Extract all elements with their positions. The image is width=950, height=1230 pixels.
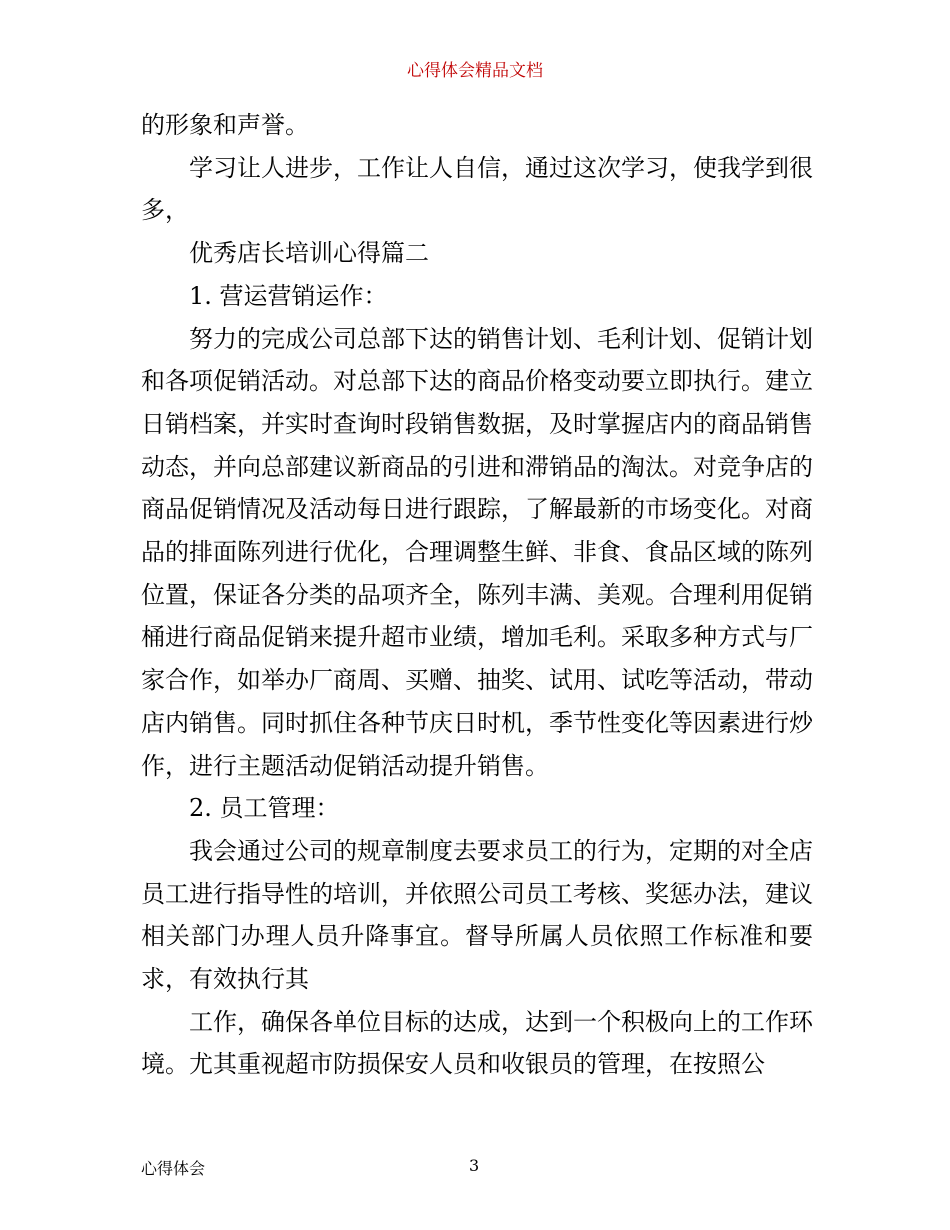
subsection-heading: 1. 营运营销运作： [189, 281, 388, 310]
document-header-title: 心得体会精品文档 [407, 61, 543, 81]
paragraph: 我会通过公司的规章制度去要求员工的行为，定期的对全店员工进行指导性的培训，并依照公司员工考核、奖惩办法，建议相关部门办理人员升降事宜。督导所属人员依照工作标准和要求，有效执行其 [141, 836, 813, 994]
paragraph: 的形象和声誉。 [141, 111, 309, 139]
paragraph: 工作，确保各单位目标的达成，达到一个积极向上的工作环境。尤其重视超市防损保安人员和收银员的管理，在按照公 [141, 1007, 813, 1079]
page-number: 3 [469, 1156, 480, 1175]
section-heading: 优秀店长培训心得篇二 [189, 239, 429, 268]
subsection-heading: 2. 员工管理： [189, 794, 340, 823]
footer-label: 心得体会 [141, 1159, 206, 1178]
paragraph: 努力的完成公司总部下达的销售计划、毛利计划、促销计划和各项促销活动。对总部下达的商品价格变动要立即执行。建立日销档案，并实时查询时段销售数据，及时掌握店内的商品销售动态，并向总部建议新商品的引进和滞销品的淘汰。对竞争店的商品促销情况及活动每日进行跟踪，了解最新的市场变化。对商品的排面陈列进行优化，合理调整生鲜、非食、食品区域的陈列位置，保证各分类的品项齐全，陈列丰满、美观。合理利用促销桶进行商品促销来提升超市业绩，增加毛利。采取多种方式与厂家合作，如举办厂商周、买赠、抽奖、试用、试吃等活动，带动店内销售。同时抓住各种节庆日时机，季节性变化等因素进行炒作，进行主题活动促销活动提升销售。 [141, 324, 813, 780]
document-body [141, 104, 813, 1086]
paragraph: 学习让人进步，工作让人自信，通过这次学习，使我学到很多， [141, 153, 813, 225]
